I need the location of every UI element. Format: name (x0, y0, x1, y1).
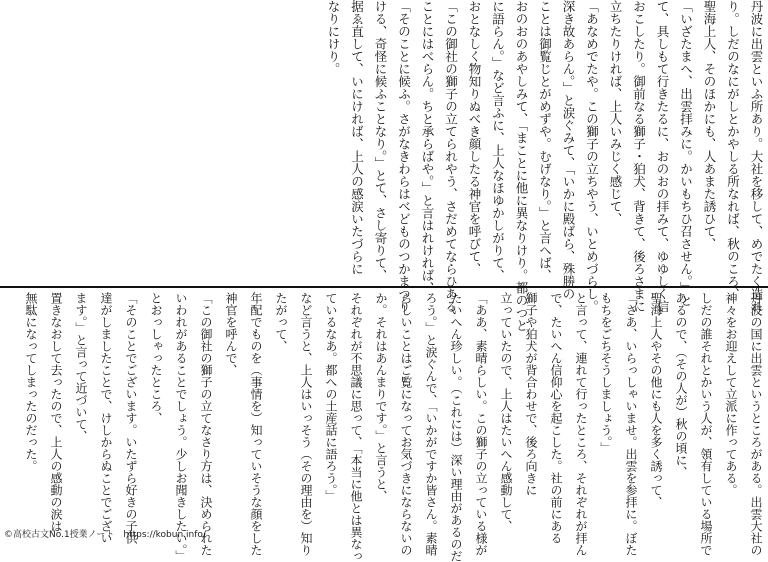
translation-line: それぞれが不思議に思って、「本当に他とは異なっ (349, 292, 363, 562)
translation-line: たがって、 (274, 292, 288, 352)
original-line: 丹波に出雲といふ所あり。大社を移して、めでたく造れ (749, 0, 764, 313)
translation-line: ろう。」と涙ぐんで、「いかがですか皆さん。素晴 (424, 292, 438, 556)
original-line: おこしたり。御前なる獅子・狛犬、背きて、後ろさまに (631, 0, 647, 313)
original-line: 「そのことに候ふ。さがなきわらはべどものつかまつり (396, 0, 412, 313)
translation-line: で、たいへん信仰心を起こした。社の前にある (549, 292, 563, 544)
section-divider (0, 286, 768, 288)
translation-line: 「ああ、素晴らしい。この獅子の立っている様が (474, 292, 488, 556)
translation-line: 達がしましたことで、けしからぬことでござい (99, 292, 113, 544)
original-line: 「この御社の獅子の立てられやう、さだめてならひある (443, 0, 459, 313)
translation-line: あるので、（その人が）秋の頃に、 (674, 292, 688, 478)
translation-line: 「そのことでございます。いたずら好きの子供 (124, 292, 138, 544)
translation-line: か。それはあんまりです。」と言うと、 (374, 292, 388, 502)
translation-line: 立っていたので、上人はたいへん感動して、 (499, 292, 513, 532)
translation-line: 神官を呼んで、 (224, 292, 238, 376)
original-line: 聖海上人、そのほかにも、人あまた誘ひて、 (702, 0, 717, 250)
translation-line: 獅子や狛犬が背合わせで、後ろ向きに (524, 292, 538, 496)
translation-line: たいへん珍しい。（これには）深い理由があるのだ (449, 292, 463, 562)
translation-line: 無駄になってしまったのだった。 (24, 292, 38, 472)
translation-line: 神々をお迎えして立派に作ってある。 (724, 292, 738, 496)
original-line: 「あなめでたや。この獅子の立ちやう、いとめづらし。 (584, 0, 600, 313)
translation-line: とおっしゃったところ、 (149, 292, 163, 424)
translation-line: 年配でものを（事情を）知っていそうな顔をした (249, 292, 263, 556)
translation-line: など言うと、上人はいっそう（その理由を）知り (299, 292, 313, 556)
translation-line: 丹波の国に出雲というところがある。出雲大社の (749, 292, 763, 556)
original-line: 据ゑ直して、いにければ、上人の感涙いたづらに (349, 0, 365, 275)
original-line: 立ちたりければ、上人いみじく感じて、 (608, 0, 623, 225)
original-line: ことは御覧じとがめずや。むげなり。」と言へば、 (537, 0, 553, 282)
original-line: に語らん。」など言ふに、上人なほゆかしがりて、 (490, 0, 506, 282)
original-line: おとなしく物知りぬべき顔したる神官を呼びて、 (467, 0, 482, 275)
translation-line: いわれがあることでしょう。少しお聞きしたい。」 (174, 292, 188, 562)
translation-line: 「この御社の獅子の立てなさり方は、決められた (199, 292, 213, 556)
translation-line: ているなあ。都への土産話に語ろう。」 (324, 292, 338, 502)
translation-line: 「さあ、いらっしゃいませ。出雲を参拝に。ぼた (624, 292, 638, 556)
translation-line: しだの誰それとかいう人が、領有している場所で (699, 292, 713, 556)
translation-line: らしいことはご覧になってお気づきにならないの (399, 292, 413, 556)
original-line: て、具しもて行きたるに、おのおの拝みて、ゆゆしく信 (655, 0, 670, 313)
original-line: ことにはべらん。ちと承らばや。」と言はれければ、 (420, 0, 435, 294)
original-line: 深き故あらん。」と涙ぐみて、「いかに殿ばら、殊勝の (561, 0, 576, 300)
translation-line: 置きなおして去ったので、上人の感動の涙は (49, 292, 63, 532)
original-line: 「いざたまへ、出雲拝みに。かいもちひ召させん。」と (678, 0, 694, 307)
translation-line: ます。」と言って近づいて、 (74, 292, 88, 442)
translation-line: 聖海上人やその他にも人を多く誘って、 (649, 292, 663, 508)
translation-line: と言って、連れて行ったところ、それぞれが拝ん (574, 292, 588, 556)
original-line: おのおのあやしみて、「まことに他に異なりけり。都のつと (514, 0, 529, 332)
translation-line: もちをごちそうしましょう。」 (599, 292, 613, 454)
original-line: ける、奇怪に候ふことなり。」とて、さし寄りて、 (373, 0, 388, 282)
copyright-footer: ©高校古文No.1授業ノート https://kobun.info/ (4, 530, 206, 540)
original-line: り。しだのなにがしとかやしる所なれば、秋のころ、 (725, 0, 741, 300)
original-line: なりにけり。 (326, 0, 341, 75)
